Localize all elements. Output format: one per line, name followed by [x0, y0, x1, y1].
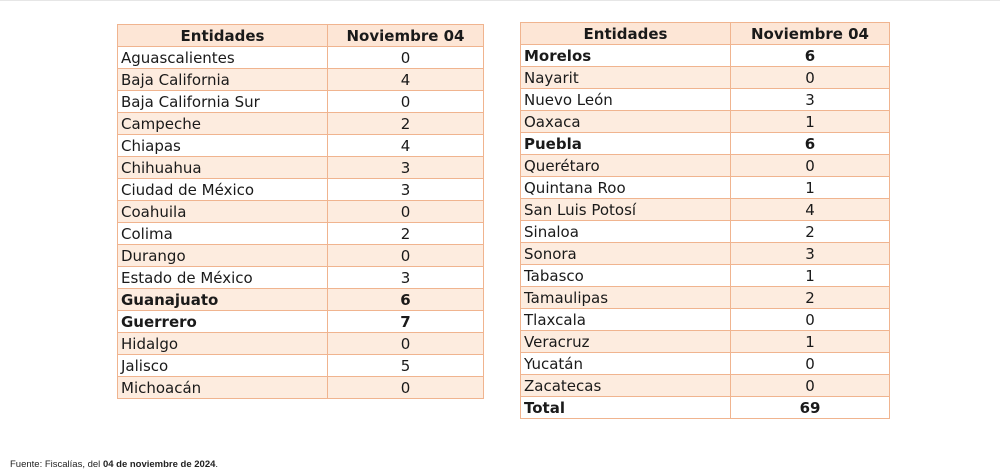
entity-value-cell: 0: [731, 353, 890, 375]
entity-value-cell: 3: [731, 243, 890, 265]
entity-name-cell: Tlaxcala: [521, 309, 731, 331]
top-divider: [0, 0, 1000, 1]
entity-value-cell: 0: [731, 375, 890, 397]
entity-name-cell: Aguascalientes: [118, 47, 328, 69]
entity-value-cell: 0: [328, 201, 484, 223]
source-note: [10, 459, 218, 470]
entity-value-cell: 0: [731, 67, 890, 89]
entity-name-cell: Coahuila: [118, 201, 328, 223]
entity-name-cell: Sonora: [521, 243, 731, 265]
entity-value-cell: 1: [731, 177, 890, 199]
table-row: [118, 113, 484, 135]
table-row: [118, 135, 484, 157]
entity-value-cell: 0: [731, 155, 890, 177]
table-header-row: [521, 23, 890, 45]
entity-value-cell: 6: [328, 289, 484, 311]
entity-name-cell: Michoacán: [118, 377, 328, 399]
table-row: [118, 69, 484, 91]
entity-value-cell: 2: [328, 113, 484, 135]
table-row: [118, 377, 484, 399]
entity-name-cell: Ciudad de México: [118, 179, 328, 201]
entity-name-cell: Puebla: [521, 133, 731, 155]
table-row: [118, 157, 484, 179]
entity-value-cell: 2: [731, 221, 890, 243]
table-row: [521, 45, 890, 67]
table-row: [521, 243, 890, 265]
column-header-noviembre-04: Noviembre 04: [731, 23, 890, 45]
table-row: [521, 221, 890, 243]
table-row: [521, 265, 890, 287]
entity-value-cell: 6: [731, 133, 890, 155]
table-row: [118, 201, 484, 223]
table-row: [118, 355, 484, 377]
entity-name-cell: Chiapas: [118, 135, 328, 157]
table-row: [118, 223, 484, 245]
entity-value-cell: 0: [328, 333, 484, 355]
entity-name-cell: Colima: [118, 223, 328, 245]
entity-value-cell: 69: [731, 397, 890, 419]
entity-name-cell: Querétaro: [521, 155, 731, 177]
entity-value-cell: 4: [731, 199, 890, 221]
source-suffix: .: [215, 459, 219, 470]
entity-name-cell: Quintana Roo: [521, 177, 731, 199]
entity-name-cell: Estado de México: [118, 267, 328, 289]
entity-name-cell: Guerrero: [118, 311, 328, 333]
entity-value-cell: 4: [328, 69, 484, 91]
entity-name-cell: Baja California Sur: [118, 91, 328, 113]
entity-name-cell: Hidalgo: [118, 333, 328, 355]
table-row: [118, 245, 484, 267]
entity-name-cell: Baja California: [118, 69, 328, 91]
entity-value-cell: 0: [731, 309, 890, 331]
table-row: [521, 397, 890, 419]
table-row: [521, 287, 890, 309]
entity-value-cell: 3: [731, 89, 890, 111]
entities-table-right: [520, 22, 890, 419]
table-row: [118, 289, 484, 311]
source-prefix: Fuente: Fiscalías, del: [10, 459, 103, 470]
entity-name-cell: Campeche: [118, 113, 328, 135]
entity-name-cell: Nayarit: [521, 67, 731, 89]
entity-name-cell: Zacatecas: [521, 375, 731, 397]
entity-value-cell: 3: [328, 157, 484, 179]
table-row: [118, 179, 484, 201]
entity-name-cell: Veracruz: [521, 331, 731, 353]
entity-name-cell: Oaxaca: [521, 111, 731, 133]
entity-name-cell: Tabasco: [521, 265, 731, 287]
entity-value-cell: 2: [328, 223, 484, 245]
table-row: [521, 89, 890, 111]
table-row: [521, 67, 890, 89]
entity-value-cell: 0: [328, 47, 484, 69]
entity-value-cell: 3: [328, 267, 484, 289]
source-date: 04 de noviembre de 2024: [102, 459, 216, 470]
table-row: [118, 267, 484, 289]
entity-value-cell: 2: [731, 287, 890, 309]
entity-value-cell: 0: [328, 91, 484, 113]
column-header-noviembre-04: Noviembre 04: [328, 25, 484, 47]
entity-value-cell: 4: [328, 135, 484, 157]
entity-value-cell: 5: [328, 355, 484, 377]
entity-value-cell: 1: [731, 331, 890, 353]
entity-value-cell: 1: [731, 265, 890, 287]
entity-name-cell: Jalisco: [118, 355, 328, 377]
entity-name-cell: Nuevo León: [521, 89, 731, 111]
table-row: [521, 133, 890, 155]
table-row: [521, 353, 890, 375]
entity-name-cell: Total: [521, 397, 731, 419]
table-row: [521, 309, 890, 331]
entity-name-cell: Tamaulipas: [521, 287, 731, 309]
entity-value-cell: 3: [328, 179, 484, 201]
table-row: [521, 111, 890, 133]
table-row: [118, 333, 484, 355]
table-row: [521, 177, 890, 199]
entity-name-cell: Durango: [118, 245, 328, 267]
entity-value-cell: 7: [328, 311, 484, 333]
entity-name-cell: Yucatán: [521, 353, 731, 375]
entity-name-cell: Sinaloa: [521, 221, 731, 243]
entity-name-cell: Guanajuato: [118, 289, 328, 311]
entity-name-cell: San Luis Potosí: [521, 199, 731, 221]
table-row: [521, 375, 890, 397]
table-row: [118, 91, 484, 113]
entity-value-cell: 1: [731, 111, 890, 133]
table-row: [521, 155, 890, 177]
entity-name-cell: Chihuahua: [118, 157, 328, 179]
entity-value-cell: 6: [731, 45, 890, 67]
column-header-entidades: Entidades: [118, 25, 328, 47]
entity-value-cell: 0: [328, 377, 484, 399]
table-header-row: [118, 25, 484, 47]
table-row: [118, 311, 484, 333]
table-row: [118, 47, 484, 69]
table-row: [521, 331, 890, 353]
entity-name-cell: Morelos: [521, 45, 731, 67]
table-row: [521, 199, 890, 221]
column-header-entidades: Entidades: [521, 23, 731, 45]
entities-table-left: [117, 24, 484, 399]
entity-value-cell: 0: [328, 245, 484, 267]
